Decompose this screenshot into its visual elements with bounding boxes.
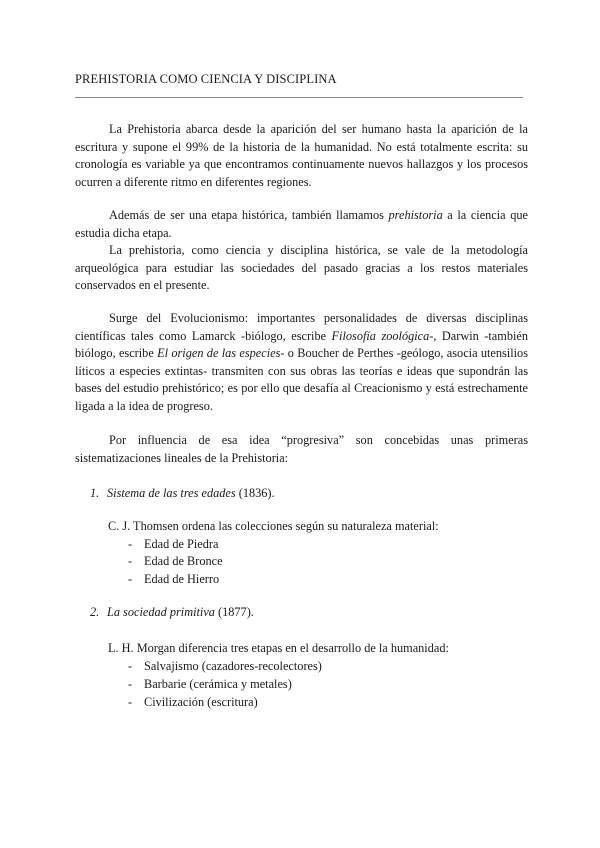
paragraph-definition: Además de ser una etapa histórica, también llamamos prehistoria a la ciencia que estudia dicha etapa. — [75, 208, 528, 240]
document-title: PREHISTORIA COMO CIENCIA Y DISCIPLINA — [75, 72, 337, 86]
sub-item: - Barbarie (cerámica y metales) — [128, 677, 292, 691]
list-item-2-title: La sociedad primitiva — [107, 605, 215, 619]
list-item-2-description: L. H. Morgan diferencia tres etapas en el desarrollo de la humanidad: — [108, 641, 449, 655]
list-item-1-title: Sistema de las tres edades — [107, 486, 236, 500]
paragraph-sistematizaciones: Por influencia de esa idea “progresiva” son concebidas unas primeras sistematizaciones lineales de la Prehistoria: — [75, 433, 528, 465]
sub-item: - Edad de Hierro — [128, 572, 220, 586]
book-title-origen: El origen de las especies — [157, 346, 281, 360]
list-item-1: 1. Sistema de las tres edades (1836). — [90, 486, 275, 500]
sub-item: - Salvajismo (cazadores-recolectores) — [128, 659, 322, 673]
sub-item: - Edad de Piedra — [128, 537, 219, 551]
title-rule — [75, 97, 523, 98]
paragraph-methodology: La prehistoria, como ciencia y disciplina histórica, se vale de la metodología arqueológica para estudiar las sociedades del pasado gracias a los restos materiales conservados en el presente. — [75, 243, 528, 292]
book-title-filosofia: Filosofía zoológica — [331, 328, 430, 343]
paragraph-intro: La Prehistoria abarca desde la aparición del ser humano hasta la aparición de la escritura y supone el 99% de la historia de la humanidad. No está totalmente escrita: su cronología es variable ya que encontramos continuamente nuevos hallazgos y los procesos ocurren a diferente ritmo en diferentes regiones. — [75, 122, 528, 189]
sub-item: - Edad de Bronce — [128, 554, 223, 568]
sub-item: - Civilización (escritura) — [128, 695, 258, 709]
emphasis-prehistoria: prehistoria — [388, 208, 443, 222]
paragraph-evolucionismo: Surge del Evolucionismo: importantes personalidades de diversas disciplinas científicas tales como Lamarck -biólogo, escribe Filosofía zoológica-, Darwin -también biólogo, escribe El origen de las especies- o Boucher de Perthes -geólogo, asocia utensilios líticos a especies extintas- transmiten con sus obras las teorías e ideas que supondrán las bases del estudio prehistórico; es por ello que desafía al Creacionismo y está estrechamente ligada a la idea de progreso. — [75, 311, 528, 413]
list-item-2: 2. La sociedad primitiva (1877). — [90, 605, 254, 619]
list-item-1-description: C. J. Thomsen ordena las colecciones según su naturaleza material: — [108, 519, 439, 533]
